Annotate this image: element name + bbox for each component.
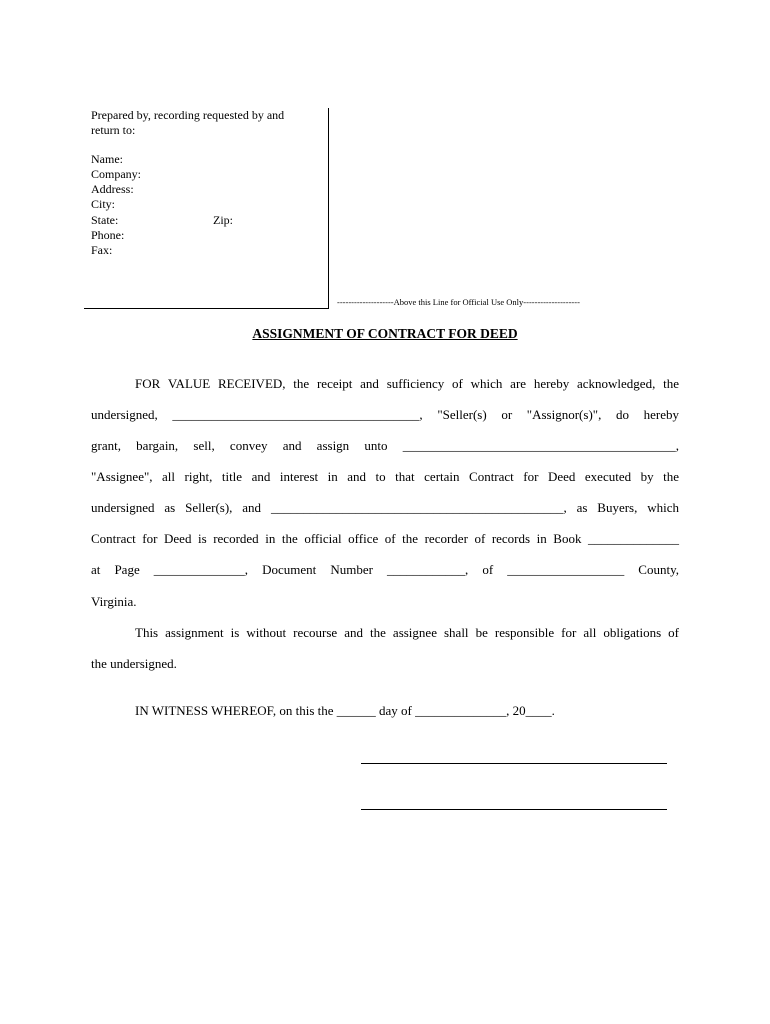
address-label: Address: bbox=[91, 182, 134, 196]
name-label: Name: bbox=[91, 152, 123, 166]
paragraph1-line6: Contract for Deed is recorded in the official office of the recorder of records in Book ______________ bbox=[91, 531, 679, 546]
fax-label: Fax: bbox=[91, 243, 113, 257]
preparer-box bbox=[90, 108, 329, 308]
zip-label: Zip: bbox=[213, 213, 233, 227]
company-label: Company: bbox=[91, 167, 141, 181]
state-label: State: bbox=[91, 213, 119, 227]
paragraph2-line1: This assignment is without recourse and the assignee shall be responsible for all obligations of bbox=[135, 625, 679, 640]
witness-clause: IN WITNESS WHEREOF, on this the ______ day of ______________, 20____. bbox=[135, 703, 555, 718]
phone-label: Phone: bbox=[91, 228, 125, 242]
prepared-by-line2: return to: bbox=[91, 123, 136, 137]
paragraph1-line3: grant, bargain, sell, convey and assign unto __________________________________________, bbox=[91, 438, 679, 453]
paragraph1-line7: at Page ______________, Document Number ____________, of __________________ County, bbox=[91, 562, 679, 577]
paragraph2-line2: the undersigned. bbox=[91, 656, 177, 671]
paragraph1-line2: undersigned, ______________________________________, "Seller(s) or "Assignor(s)", do hereby bbox=[91, 407, 679, 422]
city-label: City: bbox=[91, 197, 116, 211]
signature-line-1 bbox=[361, 763, 667, 764]
paragraph1-line4: "Assignee", all right, title and interest in and to that certain Contract for Deed executed by the bbox=[91, 469, 679, 484]
preparer-box-bottom-rule bbox=[84, 308, 329, 309]
paragraph1-line5: undersigned as Seller(s), and _____________________________________________, as Buyers, which bbox=[91, 500, 679, 515]
paragraph1-line8: Virginia. bbox=[91, 594, 137, 609]
paragraph1-line1: FOR VALUE RECEIVED, the receipt and sufficiency of which are hereby acknowledged, the bbox=[135, 376, 679, 391]
official-use-divider: --------------------Above this Line for Official Use Only-------------------- bbox=[337, 297, 580, 307]
signature-line-2 bbox=[361, 809, 667, 810]
prepared-by-line1: Prepared by, recording requested by and bbox=[91, 108, 285, 122]
document-title: ASSIGNMENT OF CONTRACT FOR DEED bbox=[252, 326, 518, 341]
